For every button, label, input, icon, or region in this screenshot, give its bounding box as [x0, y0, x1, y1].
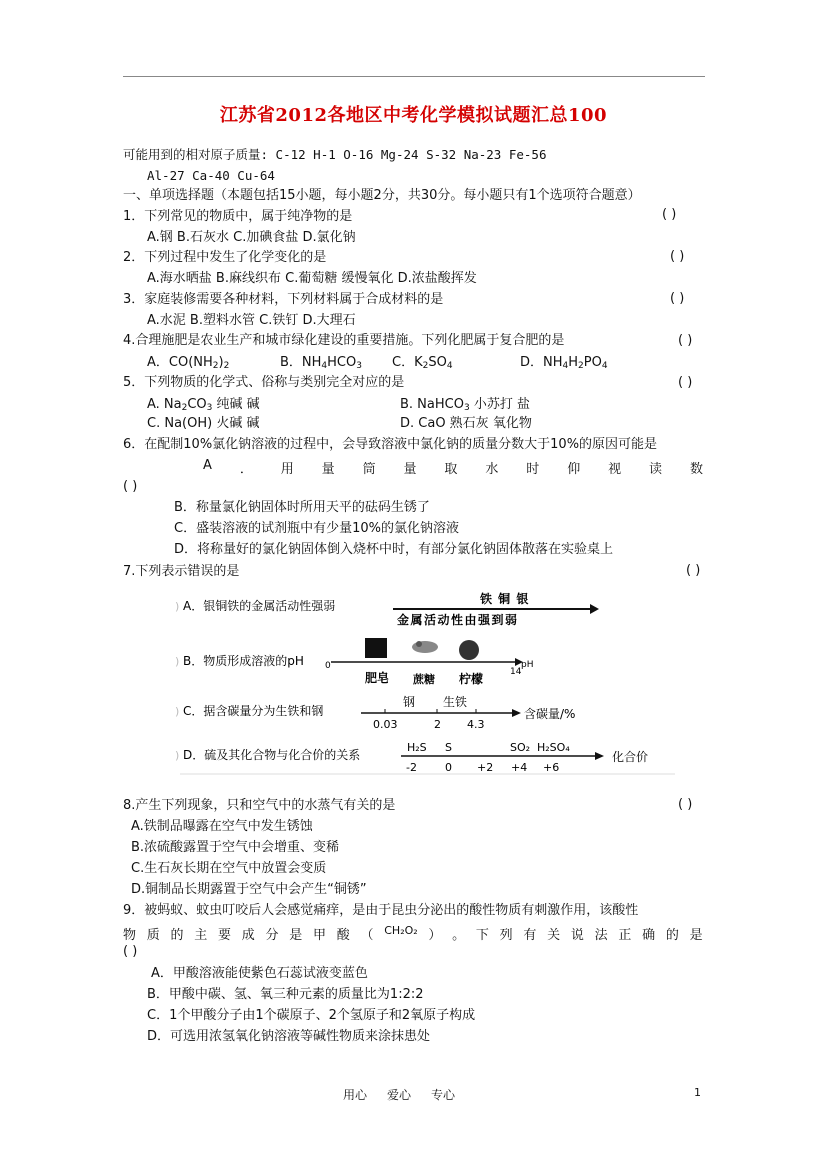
row-d-valence: -2 — [406, 761, 417, 774]
section-heading: 一、单项选择题（本题包括15小题，每小题2分，共30分。每小题只有1个选项符合题意） — [123, 188, 641, 203]
row-d-valence: 0 — [445, 761, 452, 774]
row-b-item-lemon: 柠檬 — [459, 672, 484, 686]
question-9-option-d: D．可选用浓氢氧化钠溶液等碱性物质来涂抹患处 — [147, 1029, 431, 1044]
page-title: 江苏省2012各地区中考化学模拟试题汇总100 — [219, 105, 608, 126]
page-number: 1 — [694, 1086, 701, 1099]
question-5-option-a: A. $Na_2CO_3$ 纯碱 碱 — [147, 397, 260, 413]
question-5-option-d: D. CaO 熟石灰 氧化物 — [400, 416, 532, 431]
question-8-option-d: D.铜制品长期露置于空气中会产生“铜锈” — [131, 882, 367, 897]
row-a-arrow-head — [590, 604, 599, 614]
row-c-arrow-head — [512, 709, 521, 717]
row-d-label: D．硫及其化合物与化合价的关系 — [183, 748, 361, 762]
row-c-label: C．据含碳量分为生铁和钢 — [183, 704, 324, 718]
atomic-mass-line-1: 可能用到的相对原子质量: C-12 H-1 O-16 Mg-24 S-32 Na-23 Fe-56 — [123, 147, 547, 162]
row-c-steel: 钢 — [403, 695, 416, 709]
row-d-species: S — [445, 741, 452, 754]
question-2-options: A.海水晒盐 B.麻线织布 C.葡萄糖 缓慢氧化 D.浓盐酸挥发 — [147, 271, 477, 286]
row-c-pig-iron: 生铁 — [443, 695, 468, 709]
question-1-options: A.钢 B.石灰水 C.加碘食盐 D.氯化钠 — [147, 230, 356, 245]
question-6-option-c: C．盛装溶液的试剂瓶中有少量10%的氯化钠溶液 — [174, 521, 459, 536]
question-3-stem: 3．家庭装修需要各种材料，下列材料属于合成材料的是 — [123, 292, 444, 307]
question-6-stem: 6．在配制10%氯化钠溶液的过程中，会导致溶液中氯化钠的质量分数大于10%的原因可能是 — [123, 437, 658, 452]
row-d-species: H₂S — [407, 741, 427, 754]
question-4-option-d: D．$NH_4H_2PO_4$ — [520, 355, 608, 371]
question-6-option-d: D．将称量好的氯化钠固体倒入烧杯中时，有部分氯化钠固体散落在实验桌上 — [174, 542, 614, 557]
answer-blank: ( ) — [678, 333, 693, 348]
question-6-option-a: A ． 用 量 筒 量 取 水 时 仰 视 读 数 — [203, 458, 703, 477]
row-d-valence: +4 — [511, 761, 528, 774]
row-a-marker: ) — [175, 600, 180, 613]
question-8-stem: 8.产生下列现象，只和空气中的水蒸气有关的是 — [123, 798, 396, 813]
question-9-option-b: B．甲酸中碳、氢、氧三种元素的质量比为1:2:2 — [147, 987, 424, 1002]
row-d-arrow-head — [595, 752, 604, 760]
question-2-stem: 2．下列过程中发生了化学变化的是 — [123, 250, 327, 265]
row-d-unit: 化合价 — [612, 750, 649, 764]
question-4-stem: 4.合理施肥是农业生产和城市绿化建设的重要措施。下列化肥属于复合肥的是 — [123, 333, 565, 348]
row-a-caption: 金属活动性由强到弱 — [397, 613, 519, 627]
soap-image — [365, 638, 387, 658]
answer-blank: ( ) — [670, 291, 685, 306]
row-b-fourteen: 14 — [510, 667, 522, 677]
sugar-image — [412, 641, 438, 653]
question-9-stem-line-2: 物 质 的 主 要 成 分 是 甲 酸 （ CH₂O₂ ） 。 下 列 有 关 说 法 正 确 的 是 — [123, 924, 703, 943]
question-8-option-b: B.浓硫酸露置于空气中会增重、变稀 — [131, 840, 340, 855]
question-5-option-c: C. Na(OH) 火碱 碱 — [147, 416, 260, 431]
question-7-stem: 7.下列表示错误的是 — [123, 564, 240, 579]
row-d-species: SO₂ — [510, 741, 531, 754]
row-c-tick-label: 0.03 — [373, 718, 398, 731]
row-a-label: A．银铜铁的金属活动性强弱 — [183, 599, 336, 613]
sugar-grain-icon — [416, 641, 422, 647]
question-8-option-a: A.铁制品曝露在空气中发生锈蚀 — [131, 819, 313, 834]
question-9-option-a: A．甲酸溶液能使紫色石蕊试液变蓝色 — [151, 966, 368, 981]
answer-blank: ( ) — [123, 479, 138, 494]
question-8-option-c: C.生石灰长期在空气中放置会变质 — [131, 861, 327, 876]
answer-blank: ( ) — [662, 207, 677, 222]
row-b-item-soap: 肥皂 — [365, 671, 390, 685]
question-4-option-a: A．$CO(NH_2)_2$ — [147, 355, 230, 371]
row-c-tick-label: 4.3 — [467, 718, 485, 731]
answer-blank: ( ) — [123, 944, 138, 959]
row-d-valence: +6 — [543, 761, 560, 774]
answer-blank: ( ) — [686, 563, 701, 578]
row-a-metals: 铁 铜 银 — [480, 592, 530, 606]
question-4-option-c: C．$K_2SO_4$ — [392, 355, 453, 371]
row-c-marker: ) — [175, 705, 180, 718]
row-d-valence: +2 — [477, 761, 494, 774]
lemon-image — [459, 640, 479, 660]
row-d-species: H₂SO₄ — [537, 741, 570, 754]
header-rule — [123, 76, 705, 77]
row-d-marker: ) — [175, 749, 180, 762]
question-9-stem-line-1: 9．被蚂蚁、蚊虫叮咬后人会感觉痛痒，是由于昆虫分泌出的酸性物质有刺激作用，该酸性 — [123, 903, 639, 918]
question-5-stem: 5．下列物质的化学式、俗称与类别完全对应的是 — [123, 375, 405, 390]
answer-blank: ( ) — [678, 375, 693, 390]
row-b-ph-unit: pH — [521, 660, 534, 670]
footer-item: 专心 — [431, 1088, 456, 1102]
question-3-options: A.水泥 B.塑料水管 C.铁钉 D.大理石 — [147, 313, 356, 328]
question-6-option-b: B．称量氯化钠固体时所用天平的砝码生锈了 — [174, 500, 430, 515]
row-b-label: B．物质形成溶液的pH — [183, 654, 304, 668]
question-1-stem: 1．下列常见的物质中，属于纯净物的是 — [123, 209, 353, 224]
question-4-option-b: B．$NH_4HCO_3$ — [280, 355, 362, 371]
row-b-item-sugar: 蔗糖 — [413, 673, 435, 686]
question-9-option-c: C．1个甲酸分子由1个碳原子、2个氢原子和2氧原子构成 — [147, 1008, 476, 1023]
question-5-option-b: B. NaHCO$_3$ 小苏打 盐 — [400, 397, 530, 413]
row-c-unit: 含碳量/% — [524, 707, 576, 721]
answer-blank: ( ) — [670, 249, 685, 264]
answer-blank: ( ) — [678, 797, 693, 812]
row-b-zero: 0 — [325, 661, 331, 671]
footer-item: 爱心 — [387, 1088, 412, 1102]
footer-item: 用心 — [343, 1088, 368, 1102]
row-c-tick-label: 2 — [434, 718, 441, 731]
row-b-marker: ) — [175, 655, 180, 668]
atomic-mass-line-2: Al-27 Ca-40 Cu-64 — [147, 168, 275, 183]
question-7-figure — [175, 588, 675, 778]
